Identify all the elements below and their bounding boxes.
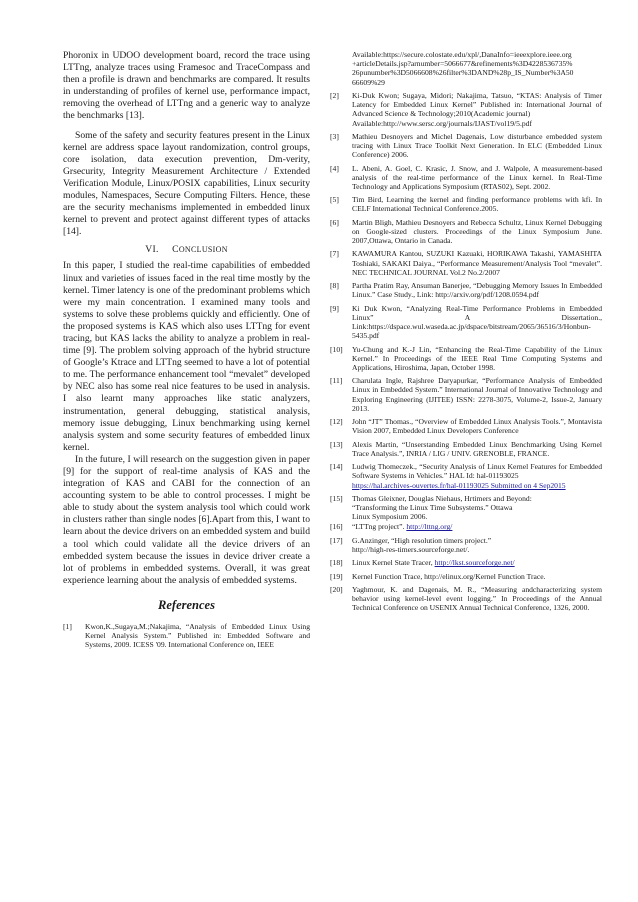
reference-text bbox=[352, 91, 602, 128]
reference-text: Martin Bligh, Mathieu Desnoyers and Rebecca Schultz, Linux Kernel Debugging on Google-sized clusters. Proceedings of the Linux Symposium June. 2007,Ottawa, Ontario in Canada. bbox=[352, 217, 602, 246]
right-column bbox=[330, 50, 602, 617]
reference-continuation: Available:https://secure.colostate.edu/xpl/,DanaInfo=ieeexplore.ieee.org +articleDetails.jsp?arnumber=5066677&refinements%3D4228536735% 26punumber%3D5066608%26filter%3DAND%28p_IS_Number%3A50 66609%29 bbox=[352, 50, 574, 87]
reference-text: John “JT” Thomas., “Overview of Embedded Linux Analysis Tools.”, Montavista Vision 2007, Embedded Linux Developers Conference bbox=[352, 417, 602, 436]
reference-text: Yaghmour, K. and Dagenais, M. R., “Measuring andcharacterizing system behavior using kernel-level event logging.” In Proceedings of the Annual Technical Conference on USENIX Annual Technical Conference, 1326, 2000. bbox=[352, 584, 602, 613]
conclusion-paragraph: In this paper, I studied the real-time capabilities of embedded linux and varieties of issues faced in the real time mostly by the kernel. Timer latency is one of the predominant problems which were my main concentration. I examined many tools and systems to solve these problems quickly and efficiently. One of the proposed systems is KAS which also uses LTTng for event tracing, but KAS lacks the ability to analyze a problem in real-time [9]. The problem solving approach of the hybrid structure of Google’s Ktrace and LTTng seemed to have a lot of potential to me. The performance enhancement tool “mevalet” developed by NEC also has some real nice features to be used in analysis. I also learnt many approaches like static analyzers, instrumentation, general debugging, statistical analysis, memory issue debugging, Linux benchmarking using kernel analysis system and some security features of embedded linux kernel. bbox=[63, 260, 310, 453]
body-paragraph: Some of the safety and security features present in the Linux kernel are address space layout randomization, control groups, core isolation, data execution prevention, Dm-verity, Grsecurity, Integrity Measurement Architecture / Extended Verification Module, Linux/POSIX capabilities, Linux security modules, Namespaces, Secure Computing Filters. Hence, these are the security mechanisms implemented in embedded linux kernel to prevent and protect against different types of attacks [14]. bbox=[63, 129, 310, 238]
reference-item bbox=[330, 572, 602, 581]
reference-number: [10] bbox=[330, 344, 343, 354]
reference-text: Tim Bird, Learning the kernel and finding performance problems with kfi. In CELF International Technical Conference.2005. bbox=[352, 195, 602, 214]
reference-text: Mathieu Desnoyers and Michel Dagenais, Low disturbance embedded system tracing with Linux Trace Toolkit Next Generation. In ELC (Embedded Linux Conference) 2006. bbox=[352, 131, 602, 160]
reference-body: Thomas Gleixner, Douglas Niehaus, Hrtimers and Beyond: bbox=[352, 493, 532, 503]
reference-text bbox=[352, 462, 602, 490]
reference-number: [15] bbox=[330, 493, 343, 503]
reference-text bbox=[352, 536, 602, 554]
reference-item bbox=[330, 536, 602, 554]
reference-item bbox=[330, 218, 602, 246]
section-title-rest: ONCLUSION bbox=[178, 245, 228, 255]
reference-link[interactable]: http://lkst.sourceforge.net/ bbox=[434, 558, 515, 568]
reference-line: “Transforming the Linux Time Subsystems.” Ottawa bbox=[352, 503, 513, 513]
reference-number: [20] bbox=[330, 584, 343, 594]
reference-number: [4] bbox=[330, 163, 339, 173]
reference-item bbox=[330, 195, 602, 213]
references-heading: References bbox=[158, 597, 215, 612]
reference-item bbox=[330, 494, 602, 522]
reference-item bbox=[330, 558, 602, 567]
reference-text: Kwon,K.,Sugaya,M.;Nakajima, “Analysis of Embedded Linux Using Kernel Analysis System.” Published in: Embedded Software and Systems, 2009. ICESS '09. International Conference on, IEEE bbox=[85, 621, 310, 650]
reference-number: [2] bbox=[330, 90, 339, 100]
reference-line: Linux Symposium 2006. bbox=[352, 512, 428, 522]
reference-item bbox=[63, 622, 310, 650]
reference-number: [13] bbox=[330, 439, 343, 449]
reference-text bbox=[352, 522, 602, 531]
section-heading-conclusion bbox=[63, 244, 310, 255]
reference-text: Charulata Ingle, Rajshree Daryapurkar, “Performance Analysis of Embedded Linux in Embedded System.” International Journal of Innovative Technology and Exploring Engineering (IJITEE) ISSN: 2278-3075, Volume-2, Issue-2, January 2013. bbox=[352, 376, 602, 413]
reference-number: [12] bbox=[330, 417, 343, 427]
reference-item bbox=[330, 417, 602, 435]
reference-item bbox=[330, 585, 602, 613]
reference-number: [3] bbox=[330, 131, 339, 141]
section-title-initial: C bbox=[172, 244, 179, 256]
reference-number: [5] bbox=[330, 195, 339, 205]
reference-body: “LTTng project”. bbox=[352, 522, 405, 532]
reference-text bbox=[352, 494, 602, 522]
reference-body: Ludwig Thomeczek., “Security Analysis of Linux Kernel Features for Embedded Software Systems in Vehicles.” HAL Id: hal-01193025 bbox=[352, 462, 602, 481]
reference-item bbox=[330, 164, 602, 192]
reference-number: [9] bbox=[330, 303, 339, 313]
section-number: VI. bbox=[145, 244, 159, 256]
reference-number: [11] bbox=[330, 376, 343, 386]
reference-text: Ki Duk Kwon, “Analyzing Real-Time Performance Problems in Embedded Linux” A Dissertation., Link:https://dspace.wul.waseda.ac.jp/dspace/bitstream/2065/36516/3/Honbun-5435.pdf bbox=[352, 303, 602, 341]
reference-item bbox=[330, 522, 602, 531]
reference-number: [14] bbox=[330, 462, 343, 472]
reference-item bbox=[330, 249, 602, 277]
reference-text: KAWAMURA Kantou, SUZUKI Kazuaki, HORIKAWA Takashi, YAMASHITA Toshiaki, SAKAKI Daiya., “Performance Measurement/Analysis Tool “mevalet”. NEC TECHNICAL JOURNAL Vol.2 No.2/2007 bbox=[352, 249, 602, 277]
reference-number: [17] bbox=[330, 535, 343, 545]
reference-item bbox=[330, 91, 602, 128]
reference-link[interactable]: http://lttng.org/ bbox=[406, 522, 453, 532]
reference-number: [16] bbox=[330, 522, 343, 532]
reference-body: Ki-Duk Kwon; Sugaya, Midori; Nakajima, Tatsuo, “KTAS: Analysis of Timer Latency for Embedded Linux Kernel” Published in: International Journal of Advanced Science & Technology;2010(Academic journal) bbox=[352, 90, 602, 119]
reference-text: L. Abeni, A. Goel, C. Krasic, J. Snow, and J. Walpole, A measurement-based analysis of the real-time performance of the Linux kernel. In Real-Time Technology and Applications Symposium (RTAS02), Sept. 2002. bbox=[352, 163, 602, 191]
reference-text: Yu-Chung and K.-J Lin, “Enhancing the Real-Time Capability of the Linux Kernel.” In Proceedings of the IEEE Real Time Computing Systems and Applications, Hiroshima, Japan, October 1998. bbox=[352, 344, 602, 372]
reference-text: Partha Pratim Ray, Ansuman Banerjee, “Debugging Memory Issues In Embedded Linux.” Case Study., Link: http://arxiv.org/pdf/1208.0594.pdf bbox=[352, 281, 602, 300]
reference-number: [18] bbox=[330, 558, 343, 568]
reference-number: [19] bbox=[330, 571, 343, 581]
conclusion-paragraph: In the future, I will research on the suggestion given in paper [9] for the support of real-time analysis of KAS and the integration of KAS and CABI for the connection of an accounting system to be able to control processes. I might be able to study about the system analysis tool which could work in clusters rather than single nodes [6].Apart from this, I want to learn about the device drivers on an embedded system and build a tool which could validate all the device drivers of an embedded system because the issues in device driver create a lot of problems in embedded systems. Overall, it was great experience learning about the analysis of embedded systems. bbox=[63, 453, 310, 586]
reference-available: Available:http://www.sersc.org/journals/IJAST/vol19/5.pdf bbox=[352, 118, 532, 128]
reference-number: [8] bbox=[330, 281, 339, 291]
reference-text: Alexis Martin, “Unserstanding Embedded Linux Benchmarking Using Kernel Trace Analysis.”, INRIA / LIG / UNIV. GRENOBLE, FRANCE. bbox=[352, 439, 602, 458]
reference-body: G.Anzinger, “High resolution timers project.” bbox=[352, 535, 492, 545]
body-paragraph: Phoronix in UDOO development board, record the trace using LTTng, analyze traces using Framesoc and TraceCompass and then a profile is drawn and benchmarks are compared. It results in understanding of profiles of kernel use, performance impact, removing the overhead of LTTng and a generic way to analyze the benchmarks [13]. bbox=[63, 50, 310, 122]
reference-item bbox=[330, 345, 602, 373]
reference-item bbox=[330, 462, 602, 490]
reference-item bbox=[330, 376, 602, 413]
reference-link[interactable]: https://hal.archives-ouvertes.fr/hal-01193025 Submitted on 4 Sep2015 bbox=[352, 480, 566, 490]
reference-number: [7] bbox=[330, 249, 339, 259]
reference-number: [6] bbox=[330, 217, 339, 227]
reference-body: Linux Kernel State Tracer, bbox=[352, 558, 433, 568]
left-column bbox=[63, 50, 310, 650]
reference-text bbox=[352, 558, 602, 567]
reference-item bbox=[330, 440, 602, 458]
reference-item bbox=[330, 304, 602, 341]
reference-item bbox=[330, 281, 602, 299]
reference-text: Kernel Function Trace, http://elinux.org/Kernel Function Trace. bbox=[352, 571, 546, 581]
reference-line: http://high-res-timers.sourceforge.net/. bbox=[352, 544, 470, 554]
reference-number: [1] bbox=[63, 621, 72, 631]
reference-item bbox=[330, 132, 602, 160]
